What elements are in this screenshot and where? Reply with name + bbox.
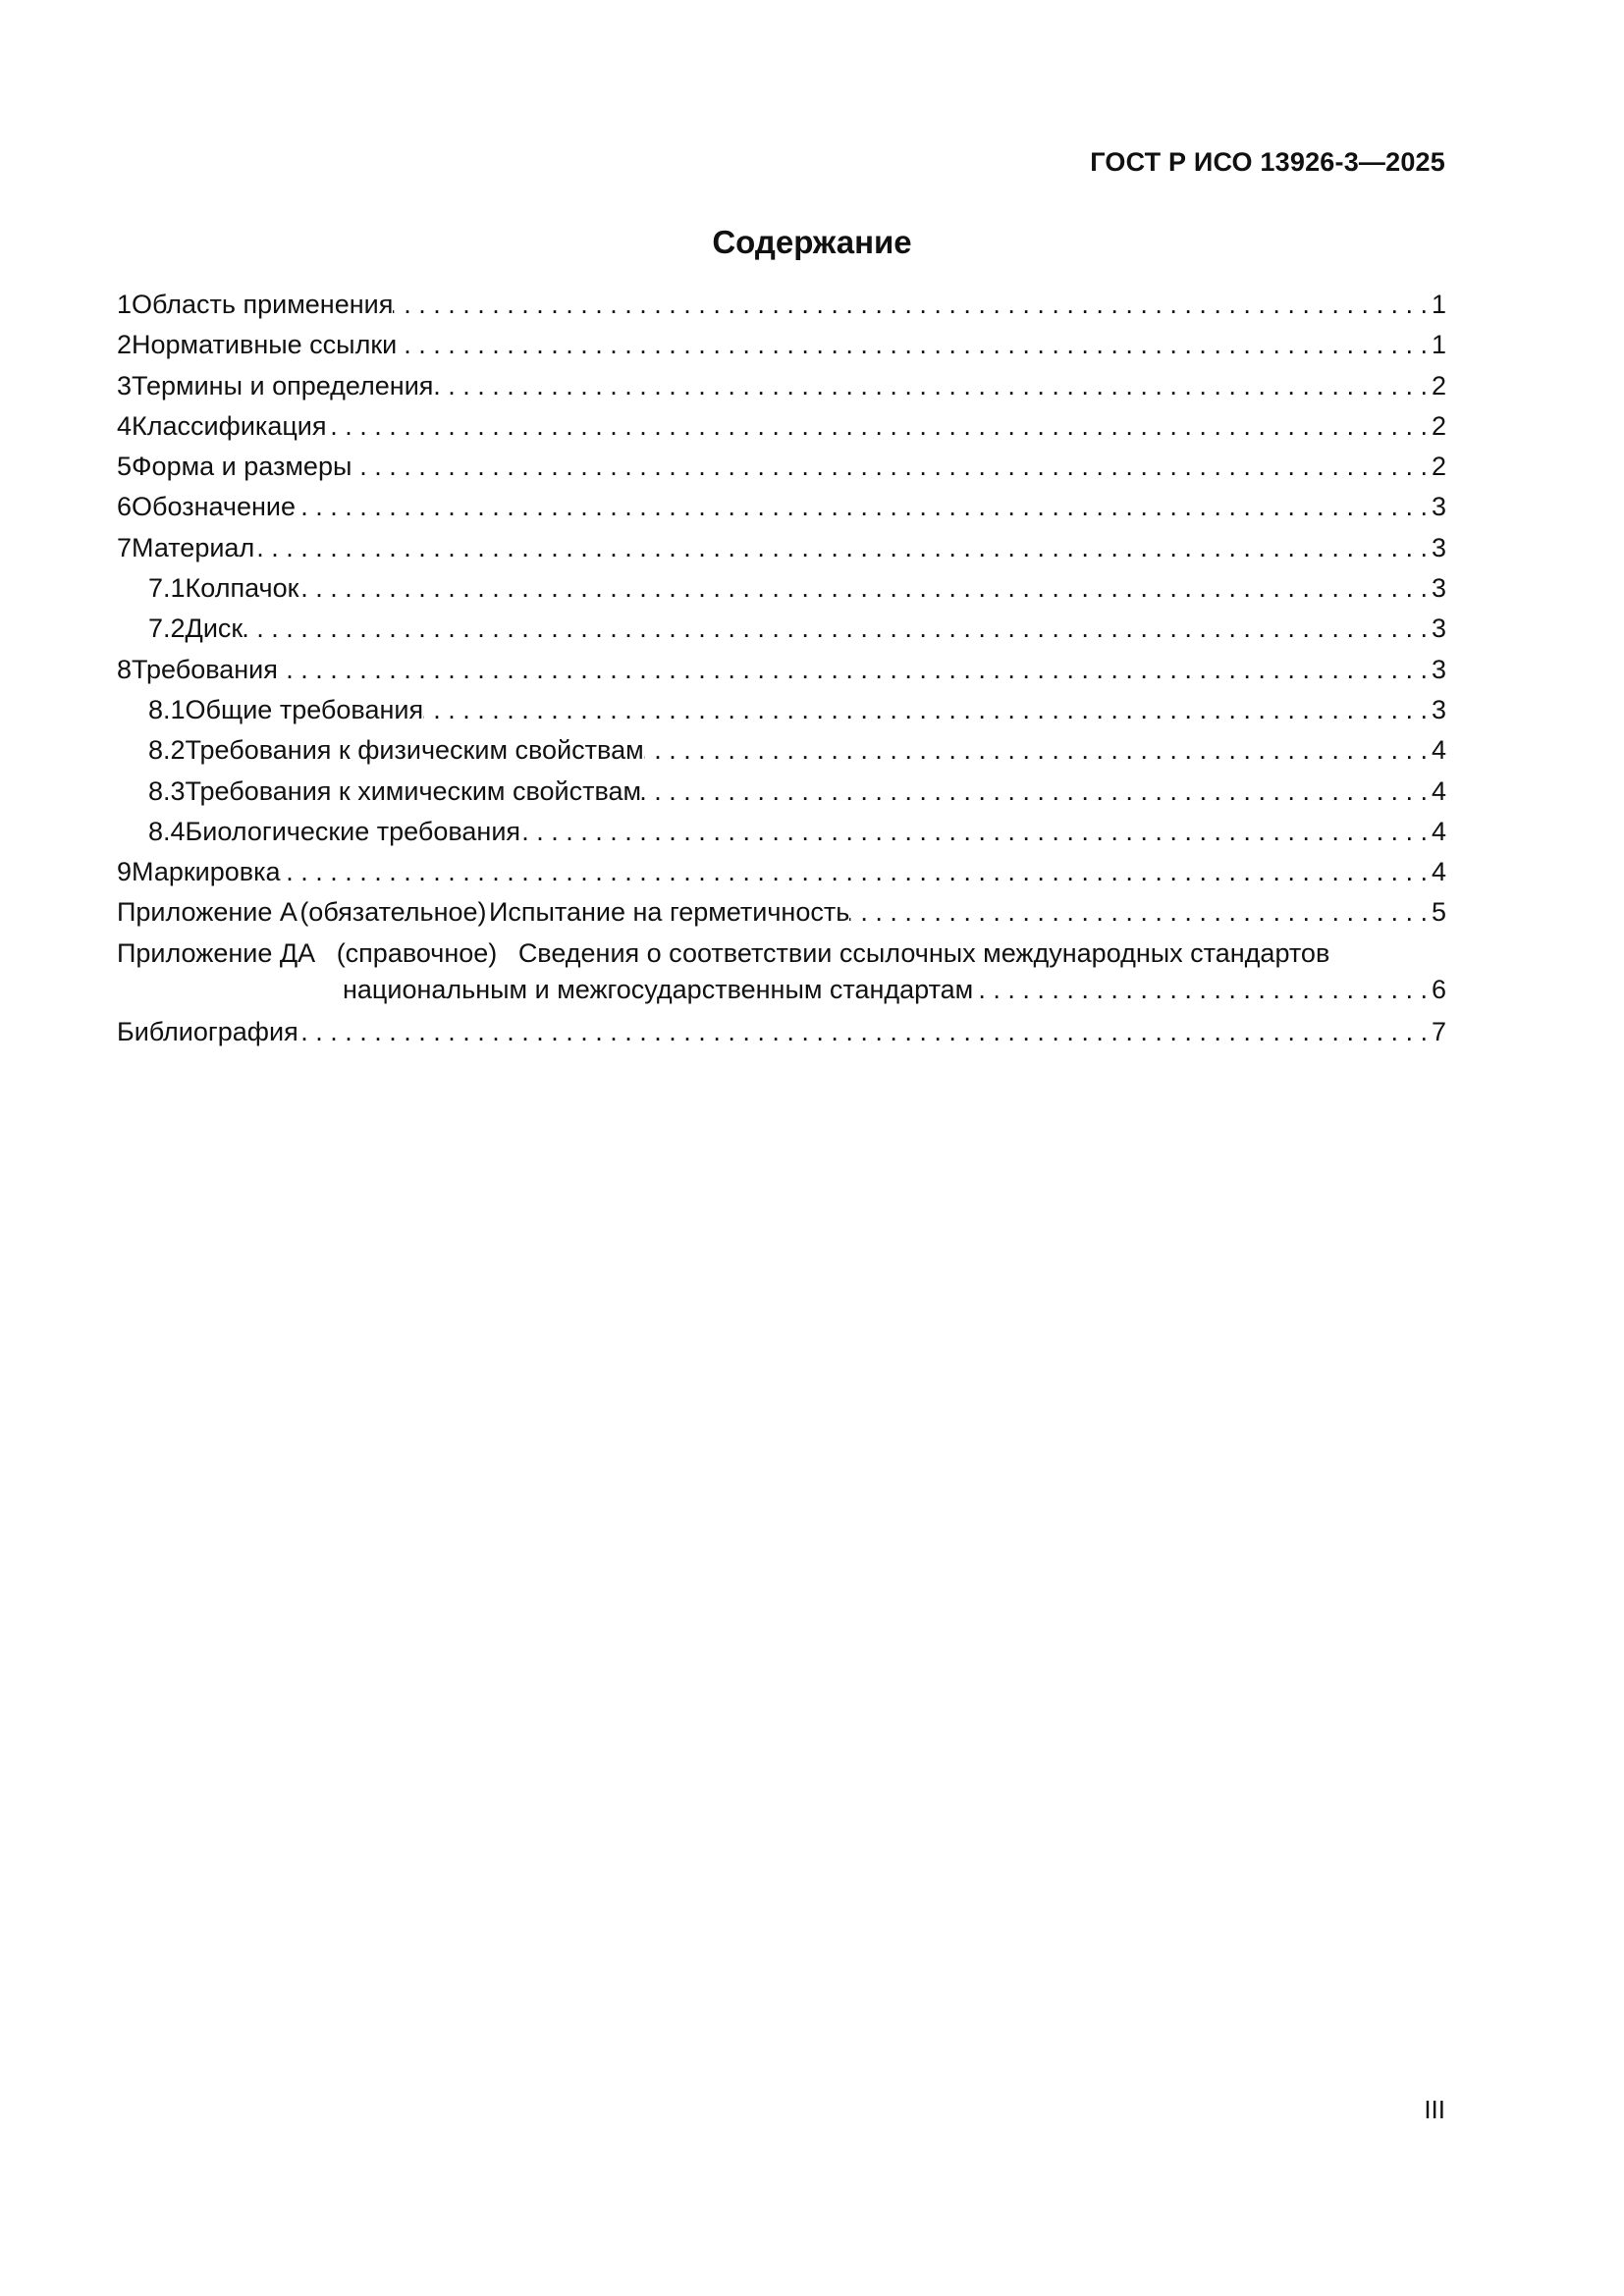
toc-entry-text: Термины и определения xyxy=(132,370,434,400)
toc-entry-number: 3 xyxy=(117,370,133,400)
leader-dots xyxy=(298,1012,1432,1052)
toc-entry[interactable] xyxy=(117,852,1446,892)
toc-entry-number: 5 xyxy=(117,452,133,482)
annex-label: Приложение А xyxy=(117,897,298,928)
annex-title: Испытание на герметичность xyxy=(489,897,850,928)
toc-entry-text: Область применения xyxy=(132,290,394,319)
toc-entry[interactable] xyxy=(117,366,1446,406)
toc-entry[interactable] xyxy=(117,690,1446,730)
toc-entry-text: Требования к химическим свойствам xyxy=(185,775,642,806)
toc-entry-number: 6 xyxy=(117,492,133,522)
toc-entry-page: 3 xyxy=(1431,694,1446,724)
toc-entry-page: 3 xyxy=(1431,492,1446,522)
toc-entry[interactable] xyxy=(117,730,1446,771)
toc-entry-text: Общие требования xyxy=(185,694,424,724)
toc-entry-page: 4 xyxy=(1431,735,1446,766)
toc-entry-text: Нормативные ссылки xyxy=(132,330,398,360)
leader-dots xyxy=(973,972,1432,1008)
toc-entry-text: Материал xyxy=(132,532,255,562)
toc-entry-page: 4 xyxy=(1431,816,1446,846)
toc-entry-page: 3 xyxy=(1431,654,1446,684)
toc-annex-da[interactable] xyxy=(117,934,1446,1012)
toc-entry-number: 1 xyxy=(117,290,133,319)
toc-entry[interactable] xyxy=(117,812,1446,852)
toc-entry[interactable] xyxy=(117,487,1446,527)
toc-entry[interactable] xyxy=(117,406,1446,447)
toc-entry-page: 1 xyxy=(1431,290,1446,319)
toc-entry-page: 2 xyxy=(1431,410,1446,441)
toc-entry-text: Обозначение xyxy=(132,492,297,522)
table-of-contents xyxy=(117,285,1446,1052)
toc-entry-number: 2 xyxy=(117,330,133,360)
toc-entry-page: 2 xyxy=(1431,452,1446,482)
leader-dots xyxy=(254,528,1432,568)
toc-entry[interactable] xyxy=(117,609,1446,649)
toc-bibliography[interactable] xyxy=(117,1012,1446,1052)
toc-entry-number: 8.2 xyxy=(148,735,186,766)
toc-entry-page: 4 xyxy=(1431,775,1446,806)
leader-dots xyxy=(641,772,1432,812)
annex-title-line2: национальным и межгосударственным стандартам xyxy=(343,974,974,1004)
toc-entry-text: Колпачок xyxy=(185,573,299,604)
toc-entry-page: 3 xyxy=(1431,614,1446,644)
toc-entry-number: 7.1 xyxy=(148,573,186,604)
toc-entry-number: 8.1 xyxy=(148,694,186,724)
toc-entry-text: Классификация xyxy=(132,410,327,441)
toc-entry-text: Диск xyxy=(185,614,244,644)
leader-dots xyxy=(520,812,1432,852)
annex-kind: (справочное) xyxy=(336,937,498,968)
leader-dots xyxy=(298,568,1432,609)
toc-entry-text: Маркировка xyxy=(132,857,281,887)
toc-entry-text: Требования к физическим свойствам xyxy=(185,735,644,766)
toc-entry[interactable] xyxy=(117,447,1446,487)
toc-entry[interactable] xyxy=(117,772,1446,812)
leader-dots xyxy=(281,852,1432,892)
toc-entry-page: 1 xyxy=(1431,330,1446,360)
toc-entry-number: 8.4 xyxy=(148,816,186,846)
toc-entry[interactable] xyxy=(117,325,1446,365)
leader-dots xyxy=(849,892,1432,933)
leader-dots xyxy=(644,730,1432,771)
document-code: ГОСТ Р ИСО 13926-3—2025 xyxy=(1090,147,1445,177)
toc-entry[interactable] xyxy=(117,650,1446,690)
page-number: III xyxy=(1424,2095,1445,2124)
leader-dots xyxy=(397,325,1432,365)
toc-entry-page: 2 xyxy=(1431,370,1446,400)
toc-entry-number: 8.3 xyxy=(148,775,186,806)
leader-dots xyxy=(327,406,1432,447)
toc-entry[interactable] xyxy=(117,285,1446,325)
annex-label: Приложение ДА xyxy=(117,937,316,968)
toc-entry-text: Библиография xyxy=(117,1016,298,1046)
toc-entry-number: 9 xyxy=(117,857,133,887)
toc-entry[interactable] xyxy=(117,528,1446,568)
toc-entry-page: 4 xyxy=(1431,857,1446,887)
annex-kind: (обязательное) xyxy=(299,897,487,928)
toc-entry[interactable] xyxy=(117,568,1446,609)
toc-entry-page: 3 xyxy=(1431,532,1446,562)
toc-title: Содержание xyxy=(712,224,912,260)
annex-title-line1: Сведения о соответствии ссылочных международных стандартов xyxy=(517,937,1330,968)
leader-dots xyxy=(296,487,1432,527)
toc-entry-page: 5 xyxy=(1431,897,1447,928)
toc-entry-number: 8 xyxy=(117,654,133,684)
leader-dots xyxy=(393,285,1432,325)
toc-entry-number: 7.2 xyxy=(148,614,186,644)
toc-annex-a[interactable] xyxy=(117,892,1446,933)
toc-entry-text: Форма и размеры xyxy=(132,452,352,482)
leader-dots xyxy=(243,609,1432,649)
leader-dots xyxy=(278,650,1432,690)
toc-entry-page: 3 xyxy=(1431,573,1446,604)
toc-entry-page: 6 xyxy=(1431,974,1446,1004)
toc-entry-number: 4 xyxy=(117,410,133,441)
toc-entry-page: 7 xyxy=(1431,1016,1446,1046)
leader-dots xyxy=(433,366,1432,406)
toc-entry-number: 7 xyxy=(117,532,133,562)
toc-entry-text: Биологические требования xyxy=(185,816,521,846)
toc-entry-text: Требования xyxy=(132,654,278,684)
leader-dots xyxy=(423,690,1432,730)
leader-dots xyxy=(352,447,1432,487)
